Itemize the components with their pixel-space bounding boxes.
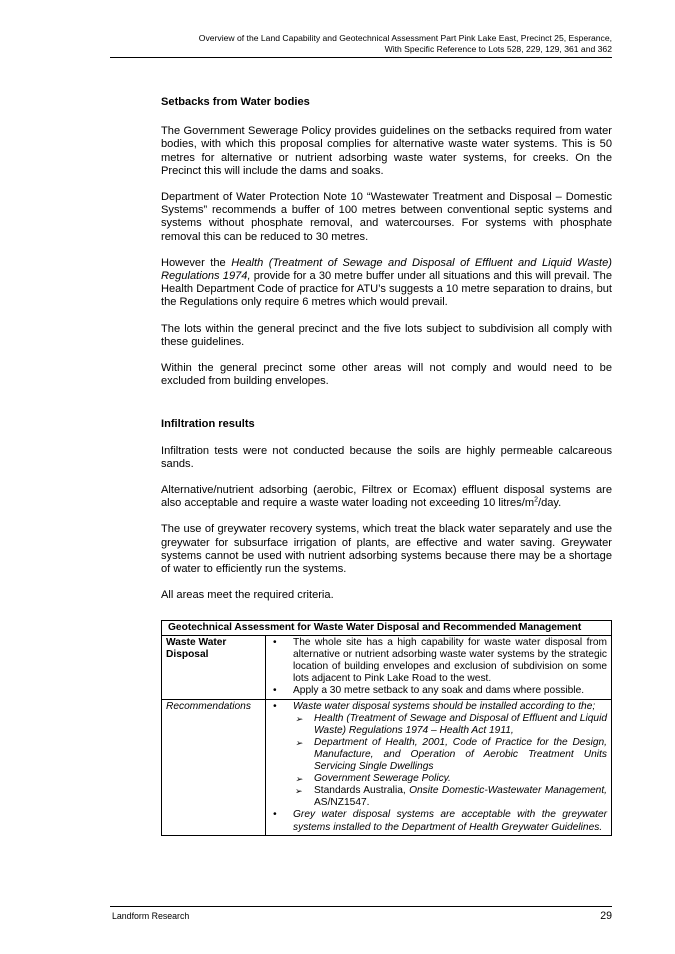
- arrow-list: [293, 713, 607, 810]
- header-line-2: With Specific Reference to Lots 528, 229, 129, 361 and 362: [384, 44, 612, 54]
- recommendations-label: Recommendations: [162, 699, 266, 835]
- p3-pre: However the: [161, 256, 232, 269]
- header-line-1: Overview of the Land Capability and Geotechnical Assessment Part Pink Lake East, Precinct 25, Esperance,: [198, 33, 612, 43]
- infiltration-paragraph-1: Infiltration tests were not conducted because the soils are highly permeable calcareous sands.: [161, 444, 612, 470]
- footer-company: Landform Research: [112, 911, 190, 921]
- list-item: • The whole site has a high capability for waste water disposal from alternative or nutrient adsorbing waste water systems by the strategic location of building envelopes and exclusion of subdivision on some lots adjacent to Pink Lake Road to the west.: [270, 637, 607, 685]
- list-item: • Apply a 30 metre setback to any soak and dams where possible.: [270, 685, 607, 697]
- table-row: [162, 636, 612, 699]
- sub4-post: AS/NZ1547.: [314, 797, 370, 809]
- recommendations-intro: • Waste water disposal systems should be installed according to the;: [293, 700, 596, 712]
- list-item: [270, 701, 607, 810]
- p2-post: /day.: [538, 497, 562, 510]
- sub4-ital: Onsite Domestic-Wastewater Management,: [409, 785, 607, 797]
- list-item: ➢ Health (Treatment of Sewage and Disposal of Effluent and Liquid Waste) Regulations 1974 – Health Act 1911,: [293, 713, 607, 737]
- setbacks-paragraph-5: Within the general precinct some other areas will not comply and would need to be excluded from building envelopes.: [161, 362, 612, 388]
- label-line-1: Waste Water: [166, 637, 227, 649]
- setbacks-heading: Setbacks from Water bodies: [161, 96, 310, 108]
- page-number: 29: [600, 910, 612, 922]
- infiltration-paragraph-3: The use of greywater recovery systems, which treat the black water separately and use the greywater for subsurface irrigation of plants, are effective and water saving. Greywater systems cannot be used with nutrient adsorbing systems because there may be a shortage of water to efficiently run the systems.: [161, 523, 612, 576]
- list-item: [293, 785, 607, 809]
- regulations-title: Health (Treatment of Sewage and Disposal of Effluent and Liquid Waste) Regulations 1974,: [161, 256, 612, 283]
- sub4-pre: Standards Australia,: [314, 785, 410, 797]
- infiltration-heading: Infiltration results: [161, 418, 255, 431]
- waste-water-disposal-label: [162, 636, 266, 699]
- table-title: Geotechnical Assessment for Waste Water Disposal and Recommended Management: [162, 621, 612, 636]
- geotechnical-table: [161, 620, 612, 836]
- setbacks-paragraph-1: The Government Sewerage Policy provides guidelines on the setbacks required from water bodies, with which this proposal complies for alternative waste water systems. This is 50 metres for alternative or nutrient adsorbing waste water systems, for creeks. On the Precinct this will include the dams and soaks.: [161, 125, 612, 177]
- footer-rule: [110, 906, 612, 907]
- table-title-row: [162, 621, 612, 636]
- running-header: [150, 33, 612, 55]
- setbacks-paragraph-3: [161, 257, 612, 310]
- waste-water-disposal-content: [266, 636, 612, 699]
- list-item: ➢ Department of Health, 2001, Code of Practice for the Design, Manufacture, and Operation of Aerobic Treatment Units Servicing Single Dwellings: [293, 737, 607, 773]
- p2-pre: Alternative/nutrient adsorbing (aerobic, Filtrex or Ecomax) effluent disposal systems are also acceptable and require a waste water loading not exceeding 10 litres/m: [161, 484, 612, 510]
- bullet-list: [270, 701, 607, 834]
- infiltration-paragraph-4: All areas meet the required criteria.: [161, 589, 334, 602]
- list-item: ➢ Government Sewerage Policy.: [293, 773, 607, 785]
- setbacks-paragraph-4: The lots within the general precinct and the five lots subject to subdivision all comply with these guidelines.: [161, 322, 612, 348]
- label-line-2: Disposal: [166, 649, 209, 661]
- infiltration-paragraph-2: [161, 484, 612, 510]
- header-rule: [110, 57, 612, 58]
- bullet-list: [270, 637, 607, 697]
- setbacks-paragraph-2: Department of Water Protection Note 10 “Wastewater Treatment and Disposal – Domestic Systems” recommends a buffer of 100 metres between conventional septic systems and systems without phosphate removal, and watercourses. For systems with phosphate removal this can be reduced to 30 metres.: [161, 191, 612, 243]
- recommendations-content: [266, 699, 612, 835]
- list-item: • Grey water disposal systems are acceptable with the greywater systems installed to the Department of Health Greywater Guidelines.: [270, 809, 607, 833]
- table-row: [162, 699, 612, 835]
- page-content: [161, 96, 612, 602]
- p3-post: provide for a 30 metre buffer under all situations and this will prevail. The Health Department Code of practice for ATU’s suggests a 10 metre separation to drains, but the Regulations only require 6 metres which would prevail.: [161, 270, 612, 309]
- superscript-2: 2: [534, 496, 539, 504]
